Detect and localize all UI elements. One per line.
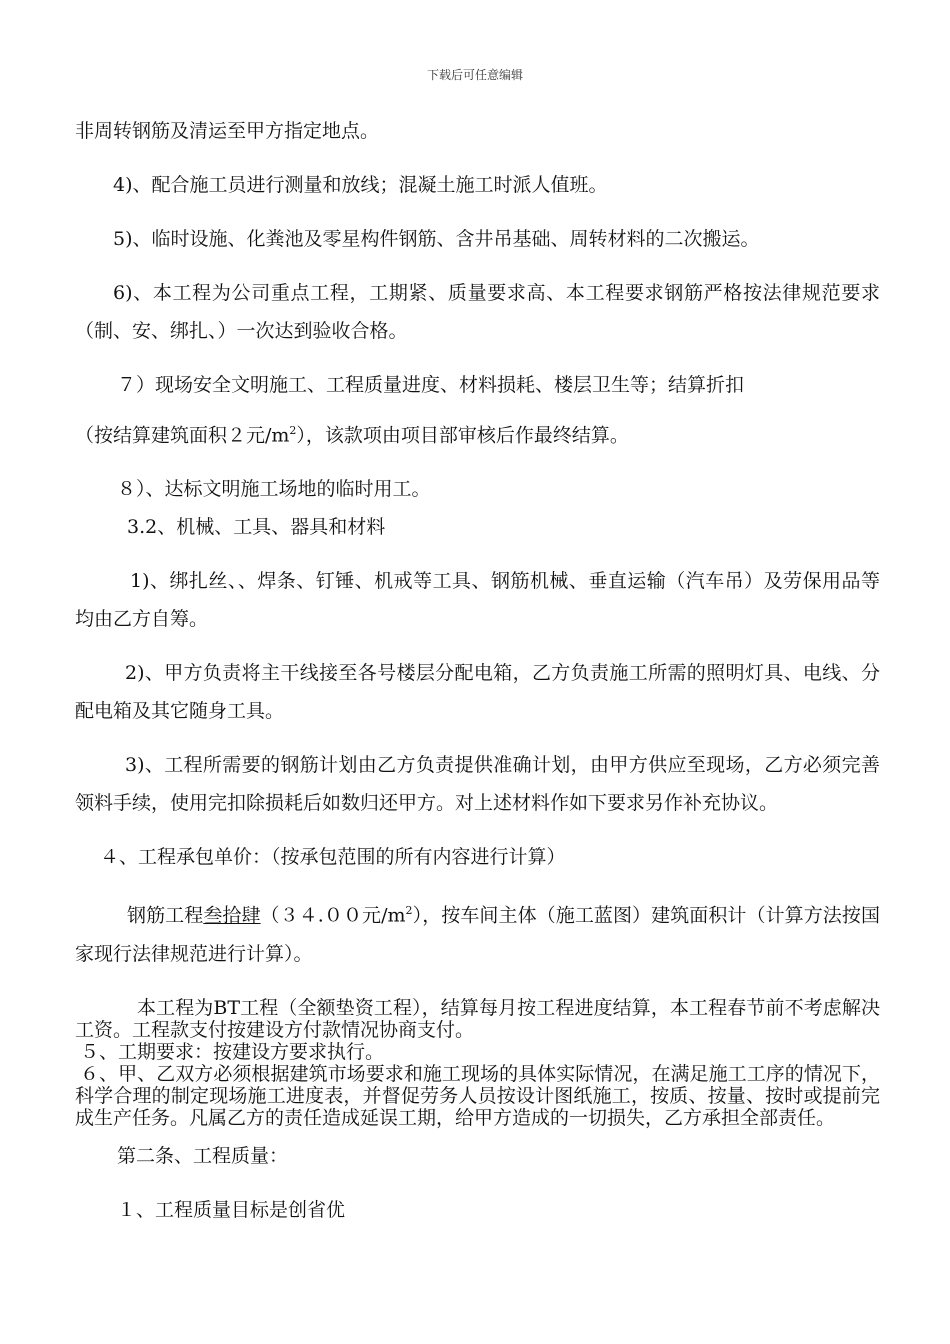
superscript-2: 2 [289, 424, 297, 437]
bt-project-paragraph: 本工程为BT工程（全额垫资工程），结算每月按工程进度结算，本工程春节前不考虑解决工资。工程款支付按建设方付款情况协商支付。 [75, 996, 880, 1041]
machinery-item-1: 1)、绑扎丝、、焊条、钉锤、机戒等工具、钢筋机械、垂直运输（汽车吊）及劳保用品等均由乙方自筹。 [75, 570, 880, 631]
machinery-item-3: 3)、工程所需要的钢筋计划由乙方负责提供准确计划，由甲方供应至现场，乙方必须完善领料手续，使用完扣除损耗后如数归还甲方。对上述材料作如下要求另作补充协议。 [75, 754, 880, 815]
paragraph-line-1: 非周转钢筋及清运至甲方指定地点。 [75, 120, 380, 142]
article-2-quality-heading: 第二条、工程质量： [117, 1144, 289, 1167]
section-5-schedule: ５、工期要求：按建设方要求执行。 [80, 1040, 385, 1063]
page-header: 下载后可任意编辑 [426, 68, 523, 82]
item-8: ８）、达标文明施工场地的临时用工。 [117, 478, 431, 501]
settlement-rate-text: （按结算建筑面积２元/m [75, 424, 290, 447]
section-4-heading: ４、工程承包单价：（按承包范围的所有内容进行计算） [100, 846, 566, 869]
section-3-2-heading: 3.2、机械、工具、器具和材料 [127, 516, 386, 539]
section-6-obligations: ６、甲、乙双方必须根据建筑市场要求和施工现场的具体实际情况，在满足施工工序的情况下，科学合理的制定现场施工进度表，并督促劳务人员按设计图纸施工，按质、按量、按时或提前完成生产任务。凡属乙方的责任造成延误工期，给甲方造成的一切损失，乙方承担全部责任。 [75, 1062, 880, 1129]
item-7: ７）现场安全文明施工、工程质量进度、材料损耗、楼层卫生等；结算折扣 [117, 374, 745, 396]
document-body [75, 112, 880, 1229]
item-4: 4)、配合施工员进行测量和放线；混凝土施工时派人值班。 [113, 174, 608, 196]
item-7-continued [75, 412, 880, 454]
item-5: 5)、临时设施、化粪池及零星构件钢筋、含井吊基础、周转材料的二次搬运。 [113, 228, 760, 250]
rebar-label: 钢筋工程 [127, 904, 204, 927]
settlement-rate-text-end: ），该款项由项目部审核后作最终结算。 [296, 424, 629, 447]
unit-price-paragraph [75, 892, 880, 972]
unit-price-underlined: 叁拾肆 [203, 904, 261, 927]
quality-item-1: １、工程质量目标是创省优 [117, 1198, 346, 1221]
unit-price-basis: ），按车间主体（施工蓝图）建筑面积计（计算方法按国家现行法律规范进行计算）。 [75, 904, 880, 965]
machinery-item-2: 2)、甲方负责将主干线接至各号楼层分配电箱，乙方负责施工所需的照明灯具、电线、分配电箱及其它随身工具。 [75, 662, 880, 723]
item-6: 6)、本工程为公司重点工程，工期紧、质量要求高、本工程要求钢筋严格按法律规范要求（制、安、绑扎、）一次达到验收合格。 [75, 282, 880, 342]
unit-price-value: （３４.００元/m [260, 904, 406, 927]
superscript-2: 2 [405, 904, 413, 918]
